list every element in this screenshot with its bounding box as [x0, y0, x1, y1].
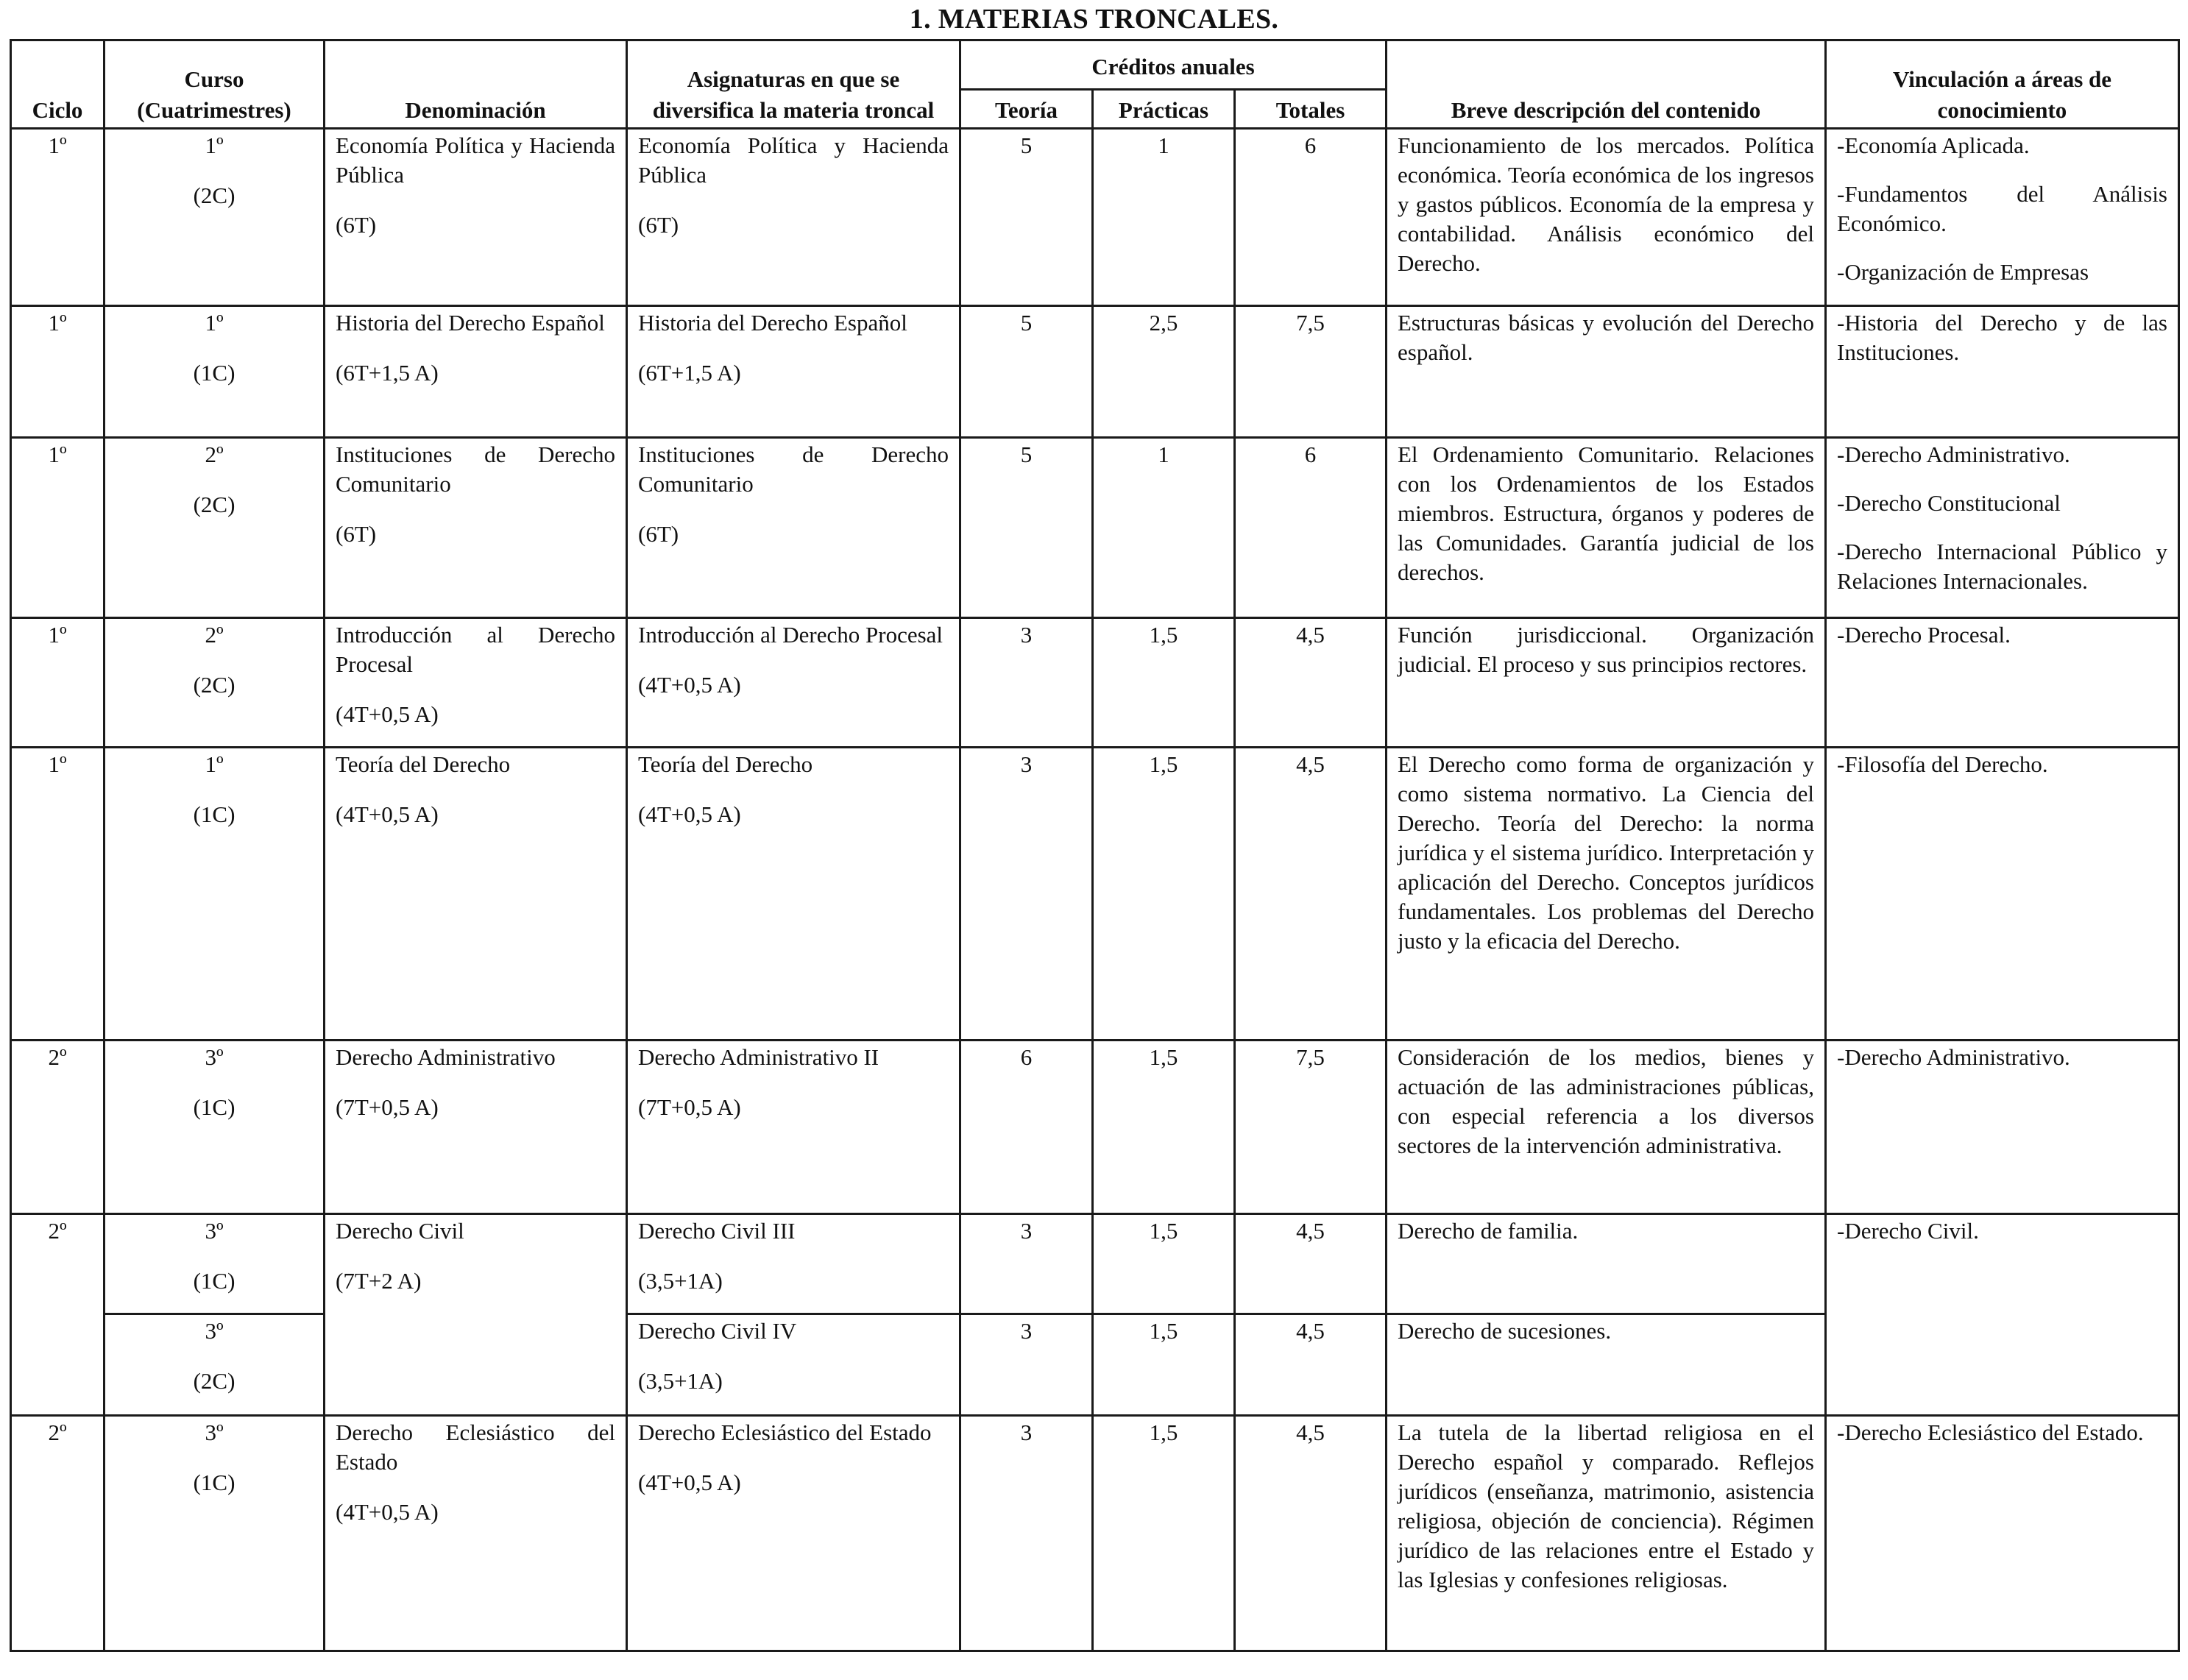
descripcion-cell: La tutela de la libertad religiosa en el Derecho español y comparado. Reflejos jurídicos (enseñanza, matrimonio, asistencia religiosa, objeción de conciencia). Régimen jurídico de las relaciones entre el Estado y las Iglesias y confesiones religiosas. [1387, 1416, 1826, 1651]
descripcion-cell: Estructuras básicas y evolución del Derecho español. [1387, 306, 1826, 438]
table-row [11, 1041, 2179, 1214]
asignatura-creditos: (4T+0,5 A) [638, 801, 741, 827]
totales-cell: 4,5 [1235, 1314, 1387, 1416]
descripcion-cell: Funcionamiento de los mercados. Política económica. Teoría económica de los ingresos y gastos públicos. Economía de la empresa y contabilidad. Análisis económico del Derecho. [1387, 129, 1826, 306]
vinculacion-item: -Historia del Derecho y de las Instituciones. [1837, 310, 2167, 365]
asignatura-creditos: (6T) [638, 521, 679, 547]
asignatura-cell: Derecho Civil IV [638, 1318, 797, 1344]
table-row-civil-a [11, 1214, 2179, 1314]
page-title: 1. MATERIAS TRONCALES. [909, 4, 1279, 35]
denominacion-creditos: (4T+0,5 A) [336, 701, 439, 727]
materias-troncales-table [10, 39, 2180, 1652]
teoria-cell: 3 [960, 618, 1093, 748]
practicas-cell: 1,5 [1093, 1416, 1235, 1651]
denominacion-cell: Derecho Eclesiástico del Estado [336, 1420, 615, 1475]
vinculacion-item: -Derecho Administrativo. [1837, 1044, 2070, 1070]
cuatrimestre-cell: (1C) [193, 801, 236, 827]
teoria-cell: 3 [960, 748, 1093, 1041]
table-row [11, 129, 2179, 306]
asignatura-cell: Teoría del Derecho [638, 751, 813, 777]
ciclo-cell: 2º [48, 1218, 67, 1244]
practicas-cell: 1,5 [1093, 618, 1235, 748]
teoria-cell: 3 [960, 1314, 1093, 1416]
teoria-cell: 5 [960, 129, 1093, 306]
cuatrimestre-cell: (2C) [193, 492, 236, 517]
totales-cell: 4,5 [1235, 1214, 1387, 1314]
curso-cell: 2º [205, 622, 224, 648]
curso-cell: 3º [205, 1420, 224, 1445]
asignatura-cell: Derecho Administrativo II [638, 1044, 879, 1070]
teoria-cell: 5 [960, 438, 1093, 618]
practicas-cell: 1,5 [1093, 1214, 1235, 1314]
descripcion-cell: Consideración de los medios, bienes y actuación de las administraciones públicas, con especial referencia a los diversos sectores de la intervención administrativa. [1387, 1041, 1826, 1214]
denominacion-cell: Derecho Administrativo [336, 1044, 556, 1070]
header-curso-line2: (Cuatrimestres) [137, 97, 291, 123]
denominacion-creditos: (7T+2 A) [336, 1268, 422, 1294]
curso-cell: 2º [205, 442, 224, 467]
asignatura-cell: Instituciones de Derecho Comunitario [638, 442, 949, 497]
header-teoria: Teoría [960, 90, 1093, 129]
asignatura-creditos: (3,5+1A) [638, 1368, 723, 1394]
teoria-cell: 5 [960, 306, 1093, 438]
totales-cell: 4,5 [1235, 618, 1387, 748]
table-row [11, 748, 2179, 1041]
header-curso [105, 40, 325, 129]
totales-cell: 4,5 [1235, 1416, 1387, 1651]
asignatura-creditos: (4T+0,5 A) [638, 672, 741, 698]
curso-cell: 1º [205, 751, 224, 777]
totales-cell: 6 [1235, 129, 1387, 306]
header-asignaturas: Asignaturas en que se diversifica la materia troncal [627, 40, 960, 129]
header-creditos-anuales: Créditos anuales [960, 40, 1387, 90]
denominacion-creditos: (6T+1,5 A) [336, 360, 439, 386]
vinculacion-item: -Derecho Internacional Público y Relaciones Internacionales. [1837, 539, 2167, 594]
vinculacion-item: -Derecho Civil. [1837, 1218, 1979, 1244]
asignatura-cell: Derecho Eclesiástico del Estado [638, 1420, 932, 1445]
denominacion-creditos: (7T+0,5 A) [336, 1094, 439, 1120]
totales-cell: 7,5 [1235, 1041, 1387, 1214]
curso-cell: 3º [205, 1044, 224, 1070]
descripcion-cell: Función jurisdiccional. Organización judicial. El proceso y sus principios rectores. [1387, 618, 1826, 748]
teoria-cell: 3 [960, 1416, 1093, 1651]
practicas-cell: 1 [1093, 438, 1235, 618]
header-vinculacion: Vinculación a áreas de conocimiento [1826, 40, 2179, 129]
header-denominacion: Denominación [325, 40, 627, 129]
descripcion-cell: Derecho de sucesiones. [1387, 1314, 1826, 1416]
denominacion-cell: Teoría del Derecho [336, 751, 511, 777]
vinculacion-item: -Fundamentos del Análisis Económico. [1837, 181, 2167, 236]
table-row [11, 438, 2179, 618]
denominacion-cell: Derecho Civil [336, 1218, 464, 1244]
curso-cell: 1º [205, 310, 224, 336]
asignatura-creditos: (6T) [638, 212, 679, 238]
header-totales: Totales [1235, 90, 1387, 129]
header-row [11, 40, 2179, 90]
asignatura-cell: Economía Política y Hacienda Pública [638, 132, 949, 188]
denominacion-creditos: (4T+0,5 A) [336, 801, 439, 827]
practicas-cell: 1 [1093, 129, 1235, 306]
practicas-cell: 1,5 [1093, 748, 1235, 1041]
denominacion-cell: Instituciones de Derecho Comunitario [336, 442, 615, 497]
cuatrimestre-cell: (1C) [193, 1268, 236, 1294]
vinculacion-item: -Economía Aplicada. [1837, 132, 2030, 158]
asignatura-creditos: (7T+0,5 A) [638, 1094, 741, 1120]
practicas-cell: 2,5 [1093, 306, 1235, 438]
ciclo-cell: 1º [48, 132, 67, 158]
cuatrimestre-cell: (2C) [193, 1368, 236, 1394]
teoria-cell: 6 [960, 1041, 1093, 1214]
asignatura-creditos: (4T+0,5 A) [638, 1470, 741, 1495]
vinculacion-item: -Derecho Constitucional [1837, 490, 2061, 516]
asignatura-cell: Introducción al Derecho Procesal [638, 622, 943, 648]
asignatura-creditos: (6T+1,5 A) [638, 360, 741, 386]
cuatrimestre-cell: (1C) [193, 1094, 236, 1120]
practicas-cell: 1,5 [1093, 1041, 1235, 1214]
curso-cell: 1º [205, 132, 224, 158]
header-descripcion: Breve descripción del contenido [1387, 40, 1826, 129]
vinculacion-item: -Derecho Eclesiástico del Estado. [1837, 1420, 2144, 1445]
header-ciclo: Ciclo [11, 40, 105, 129]
ciclo-cell: 1º [48, 442, 67, 467]
denominacion-cell: Introducción al Derecho Procesal [336, 622, 615, 677]
asignatura-creditos: (3,5+1A) [638, 1268, 723, 1294]
table-row [11, 618, 2179, 748]
ciclo-cell: 1º [48, 751, 67, 777]
vinculacion-item: -Derecho Procesal. [1837, 622, 2011, 648]
curso-cell: 3º [205, 1318, 224, 1344]
ciclo-cell: 1º [48, 310, 67, 336]
vinculacion-item: -Derecho Administrativo. [1837, 442, 2070, 467]
header-practicas: Prácticas [1093, 90, 1235, 129]
curso-cell: 3º [205, 1218, 224, 1244]
asignatura-cell: Derecho Civil III [638, 1218, 796, 1244]
vinculacion-item: -Filosofía del Derecho. [1837, 751, 2048, 777]
cuatrimestre-cell: (2C) [193, 182, 236, 208]
totales-cell: 4,5 [1235, 748, 1387, 1041]
descripcion-cell: Derecho de familia. [1387, 1214, 1826, 1314]
practicas-cell: 1,5 [1093, 1314, 1235, 1416]
denominacion-cell: Economía Política y Hacienda Pública [336, 132, 615, 188]
totales-cell: 7,5 [1235, 306, 1387, 438]
ciclo-cell: 2º [48, 1044, 67, 1070]
denominacion-cell: Historia del Derecho Español [336, 310, 605, 336]
cuatrimestre-cell: (2C) [193, 672, 236, 698]
ciclo-cell: 2º [48, 1420, 67, 1445]
asignatura-cell: Historia del Derecho Español [638, 310, 907, 336]
cuatrimestre-cell: (1C) [193, 1470, 236, 1495]
cuatrimestre-cell: (1C) [193, 360, 236, 386]
descripcion-cell: El Ordenamiento Comunitario. Relaciones con los Ordenamientos de los Estados miembros. Estructura, órganos y poderes de las Comunidades. Garantía judicial de los derechos. [1387, 438, 1826, 618]
denominacion-creditos: (6T) [336, 521, 377, 547]
denominacion-creditos: (6T) [336, 212, 377, 238]
teoria-cell: 3 [960, 1214, 1093, 1314]
descripcion-cell: El Derecho como forma de organización y como sistema normativo. La Ciencia del Derecho. Teoría del Derecho: la norma jurídica y el sistema jurídico. Interpretación y aplicación del Derecho. Conceptos jurídicos fundamentales. Los problemas del Derecho justo y la eficacia del Derecho. [1387, 748, 1826, 1041]
table-row [11, 306, 2179, 438]
vinculacion-item: -Organización de Empresas [1837, 259, 2089, 285]
ciclo-cell: 1º [48, 622, 67, 648]
table-row-eclesiastico [11, 1416, 2179, 1651]
denominacion-creditos: (4T+0,5 A) [336, 1499, 439, 1525]
header-curso-line1: Curso [184, 66, 244, 92]
table-body [11, 129, 2179, 1651]
totales-cell: 6 [1235, 438, 1387, 618]
